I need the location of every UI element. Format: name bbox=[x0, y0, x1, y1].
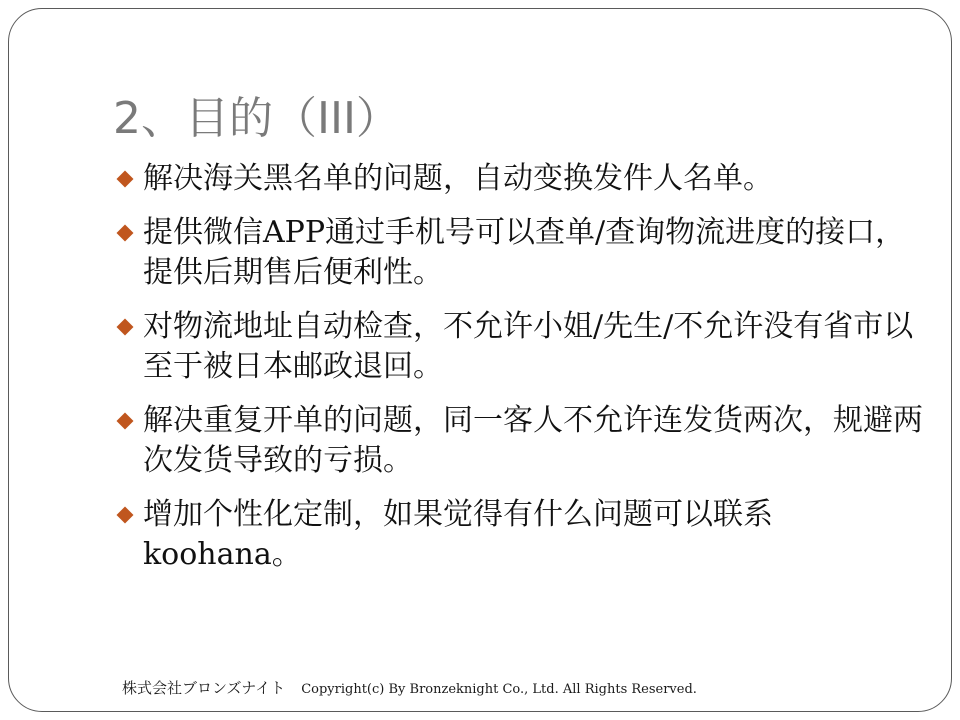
bullet-item bbox=[115, 213, 923, 293]
diamond-bullet-icon bbox=[117, 225, 133, 241]
diamond-bullet-icon bbox=[117, 319, 133, 335]
diamond-bullet-icon bbox=[117, 507, 133, 523]
footer-company: 株式会社ブロンズナイト bbox=[122, 679, 286, 697]
bullet-text: 提供微信APP通过手机号可以查单/查询物流进度的接口，提供后期售后便利性。 bbox=[143, 215, 906, 290]
bullet-item bbox=[115, 495, 923, 575]
footer-copyright: Copyright(c) By Bronzeknight Co., Ltd. All Rights Reserved. bbox=[301, 682, 697, 697]
diamond-bullet-icon bbox=[117, 413, 133, 429]
bullet-text: 增加个性化定制，如果觉得有什么问题可以联系koohana。 bbox=[143, 497, 773, 572]
bullet-item bbox=[115, 307, 923, 387]
bullet-item bbox=[115, 401, 923, 481]
diamond-bullet-icon bbox=[117, 171, 133, 187]
footer bbox=[122, 677, 697, 698]
slide-title: 2、目的（III） bbox=[113, 93, 400, 144]
bullet-list bbox=[115, 159, 923, 589]
bullet-text: 对物流地址自动检查，不允许小姐/先生/不允许没有省市以至于被日本邮政退回。 bbox=[143, 309, 914, 384]
bullet-text: 解决重复开单的问题，同一客人不允许连发货两次，规避两次发货导致的亏损。 bbox=[143, 403, 923, 478]
slide-frame bbox=[8, 8, 952, 712]
bullet-text: 解决海关黑名单的问题，自动变换发件人名单。 bbox=[143, 161, 773, 196]
bullet-item bbox=[115, 159, 923, 199]
